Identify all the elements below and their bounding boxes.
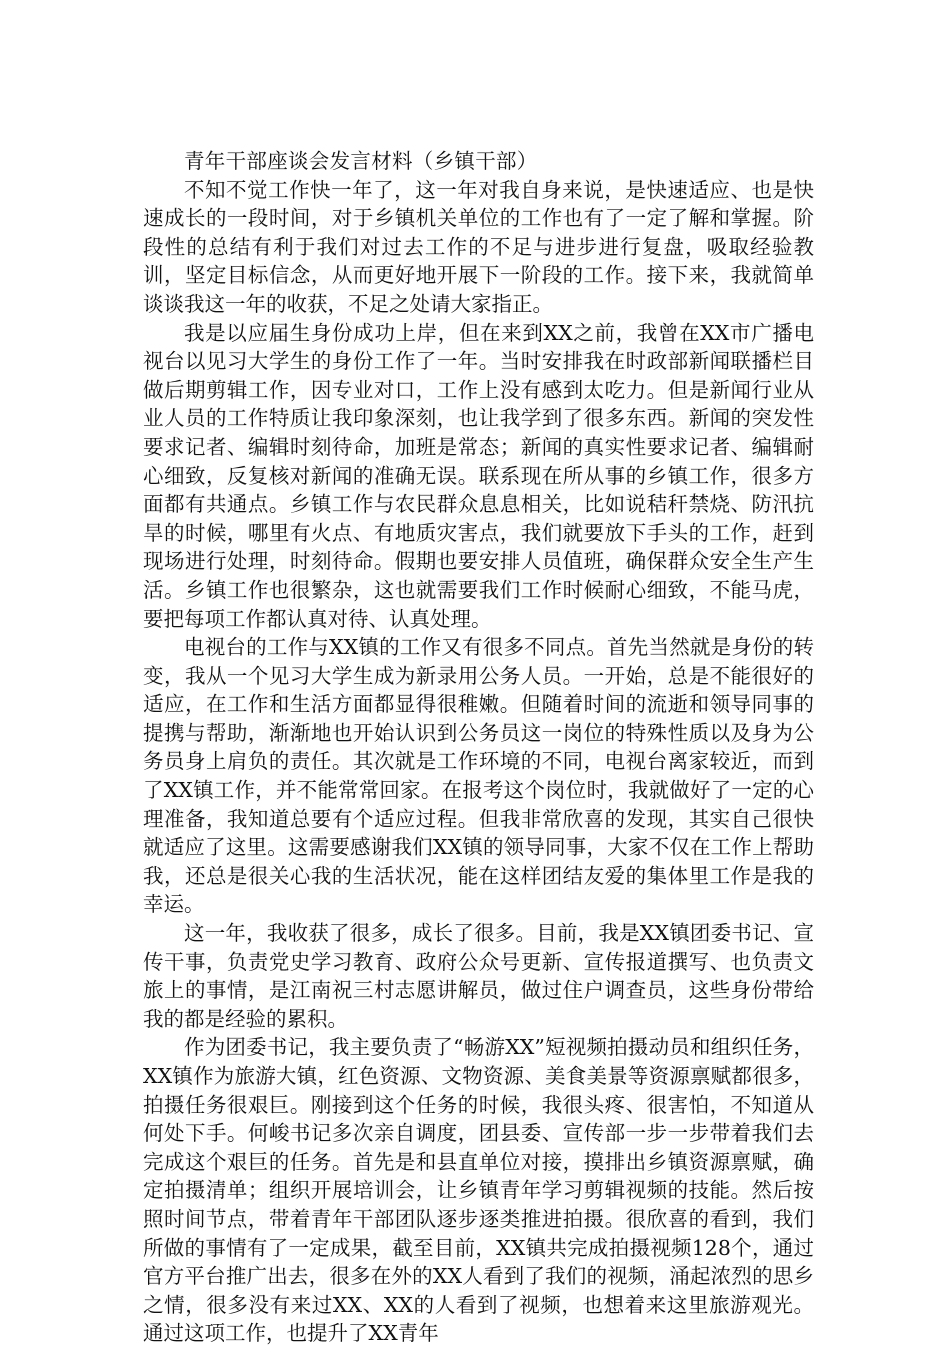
paragraph-2: 我是以应届生身份成功上岸，但在来到XX之前，我曾在XX市广播电视台以见习大学生的身份工作了一年。当时安排我在时政部新闻联播栏目做后期剪辑工作，因专业对口，工作上没有感到太吃力。但是新闻行业从业人员的工作特质让我印象深刻，也让我学到了很多东西。新闻的突发性要求记者、编辑时刻待命，加班是常态；新闻的真实性要求记者、编辑耐心细致，反复核对新闻的准确无误。联系现在所从事的乡镇工作，很多方面都有共通点。乡镇工作与农民群众息息相关，比如说秸秆禁烧、防汛抗旱的时候，哪里有火点、有地质灾害点，我们就要放下手头的工作，赶到现场进行处理，时刻待命。假期也要安排人员值班，确保群众安全生产生活。乡镇工作也很繁杂，这也就需要我们工作时候耐心细致，不能马虎，要把每项工作都认真对待、认真处理。 bbox=[143, 320, 814, 631]
paragraph-4: 这一年，我收获了很多，成长了很多。目前，我是XX镇团委书记、宣传干事，负责党史学习教育、政府公众号更新、宣传报道撰写、也负责文旅上的事情，是江南祝三村志愿讲解员，做过住户调查员，这些身份带给我的都是经验的累积。 bbox=[143, 921, 814, 1031]
paragraph-3: 电视台的工作与XX镇的工作又有很多不同点。首先当然就是身份的转变，我从一个见习大学生成为新录用公务人员。一开始，总是不能很好的适应，在工作和生活方面都显得很稚嫩。但随着时间的流逝和领导同事的提携与帮助，渐渐地也开始认识到公务员这一岗位的特殊性质以及身为公务员身上肩负的责任。其次就是工作环境的不同，电视台离家较近，而到了XX镇工作，并不能常常回家。在报考这个岗位时，我就做好了一定的心理准备，我知道总要有个适应过程。但我非常欣喜的发现，其实自己很快就适应了这里。这需要感谢我们XX镇的领导同事，大家不仅在工作上帮助我，还总是很关心我的生活状况，能在这样团结友爱的集体里工作是我的幸运。 bbox=[143, 635, 814, 917]
paragraph-1: 不知不觉工作快一年了，这一年对我自身来说，是快速适应、也是快速成长的一段时间，对于乡镇机关单位的工作也有了一定了解和掌握。阶段性的总结有利于我们对过去工作的不足与进步进行复盘，吸取经验教训，坚定目标信念，从而更好地开展下一阶段的工作。接下来，我就简单谈谈我这一年的收获，不足之处请大家指正。 bbox=[143, 177, 814, 316]
document-body bbox=[143, 147, 814, 1348]
document-title: 青年干部座谈会发言材料（乡镇干部） bbox=[184, 149, 538, 173]
paragraph-5: 作为团委书记，我主要负责了“畅游XX”短视频拍摄动员和组织任务，XX镇作为旅游大镇，红色资源、文物资源、美食美景等资源禀赋都很多，拍摄任务很艰巨。刚接到这个任务的时候，我很头疼、很害怕，不知道从何处下手。何峻书记多次亲自调度，团县委、宣传部一步一步带着我们去完成这个艰巨的任务。首先是和县直单位对接，摸排出乡镇资源禀赋，确定拍摄清单；组织开展培训会，让乡镇青年学习剪辑视频的技能。然后按照时间节点，带着青年干部团队逐步逐类推进拍摄。很欣喜的看到，我们所做的事情有了一定成果，截至目前，XX镇共完成拍摄视频128个，通过官方平台推广出去，很多在外的XX人看到了我们的视频，涌起浓烈的思乡之情，很多没有来过XX、XX的人看到了视频，也想着来这里旅游观光。通过这项工作，也提升了XX青年 bbox=[143, 1035, 814, 1346]
